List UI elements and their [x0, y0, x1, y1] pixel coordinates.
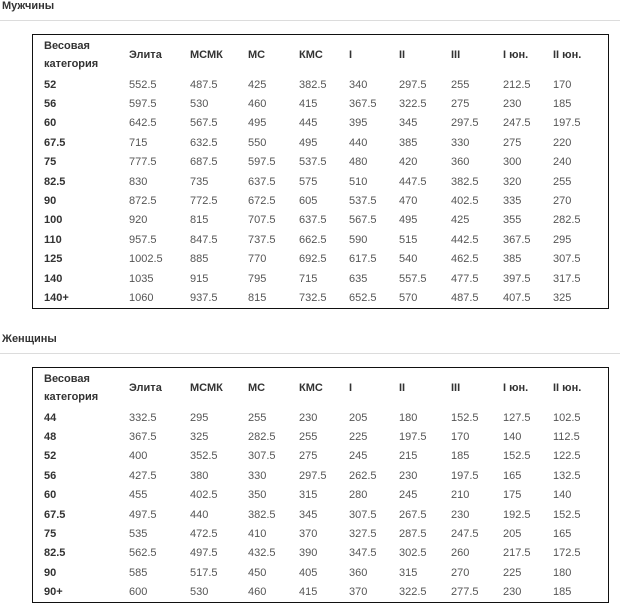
- total-value-cell: 255: [299, 431, 318, 444]
- total-value-cell: 185: [553, 98, 572, 111]
- total-value-cell: 230: [503, 98, 522, 111]
- total-value-cell: 347.5: [349, 547, 377, 560]
- header-rank-1: I: [349, 48, 353, 61]
- total-value-cell: 402.5: [451, 195, 479, 208]
- total-value-cell: 432.5: [248, 547, 276, 560]
- total-value-cell: 270: [451, 566, 470, 579]
- section-divider: [0, 353, 620, 354]
- total-value-cell: 352.5: [190, 450, 218, 463]
- weight-category-cell: 60: [44, 489, 57, 502]
- total-value-cell: 692.5: [299, 253, 327, 266]
- total-value-cell: 332.5: [129, 411, 157, 424]
- total-value-cell: 112.5: [553, 431, 580, 444]
- total-value-cell: 815: [248, 291, 267, 304]
- total-value-cell: 585: [129, 566, 148, 579]
- total-value-cell: 777.5: [129, 156, 157, 169]
- header-ms: МС: [248, 48, 266, 61]
- total-value-cell: 180: [553, 566, 572, 579]
- total-value-cell: 225: [349, 431, 368, 444]
- header-kms: КМС: [299, 48, 323, 61]
- total-value-cell: 255: [248, 411, 267, 424]
- header-junior-1: I юн.: [503, 48, 529, 61]
- header-elite: Элита: [129, 48, 162, 61]
- total-value-cell: 707.5: [248, 214, 276, 227]
- total-value-cell: 477.5: [451, 272, 479, 285]
- total-value-cell: 385: [399, 136, 418, 149]
- total-value-cell: 442.5: [451, 233, 479, 246]
- total-value-cell: 152.5: [553, 508, 581, 521]
- table-row: [33, 94, 610, 113]
- header-kms: КМС: [299, 381, 323, 394]
- total-value-cell: 495: [299, 136, 318, 149]
- total-value-cell: 205: [349, 411, 368, 424]
- table-row: [33, 427, 610, 446]
- table-row: [33, 230, 610, 249]
- total-value-cell: 217.5: [503, 547, 531, 560]
- header-rank-2: II: [399, 381, 406, 394]
- total-value-cell: 510: [349, 175, 368, 188]
- total-value-cell: 302.5: [399, 547, 427, 560]
- total-value-cell: 410: [248, 528, 267, 541]
- table-row: [33, 524, 610, 543]
- total-value-cell: 380: [190, 469, 209, 482]
- total-value-cell: 382.5: [299, 78, 327, 91]
- table-row: [33, 544, 610, 563]
- total-value-cell: 537.5: [299, 156, 327, 169]
- total-value-cell: 360: [349, 566, 368, 579]
- total-value-cell: 170: [451, 431, 470, 444]
- total-value-cell: 390: [299, 547, 318, 560]
- weight-category-cell: 67.5: [44, 136, 66, 149]
- total-value-cell: 382.5: [248, 508, 276, 521]
- total-value-cell: 152.5: [451, 411, 479, 424]
- total-value-cell: 322.5: [399, 98, 427, 111]
- total-value-cell: 427.5: [129, 469, 157, 482]
- weight-category-cell: 56: [44, 469, 57, 482]
- header-msmk: МСМК: [190, 48, 223, 61]
- total-value-cell: 102.5: [553, 411, 581, 424]
- total-value-cell: 245: [349, 450, 368, 463]
- total-value-cell: 445: [299, 117, 318, 130]
- total-value-cell: 165: [503, 469, 522, 482]
- weight-category-cell: 52: [44, 450, 57, 463]
- total-value-cell: 325: [553, 291, 572, 304]
- total-value-cell: 275: [451, 98, 470, 111]
- header-msmk: МСМК: [190, 381, 223, 394]
- total-value-cell: 300: [503, 156, 522, 169]
- total-value-cell: 140: [553, 489, 572, 502]
- weight-category-cell: 90: [44, 566, 57, 579]
- total-value-cell: 495: [399, 214, 418, 227]
- total-value-cell: 225: [503, 566, 522, 579]
- total-value-cell: 210: [451, 489, 470, 502]
- total-value-cell: 637.5: [299, 214, 327, 227]
- total-value-cell: 220: [553, 136, 572, 149]
- total-value-cell: 350: [248, 489, 267, 502]
- header-rank-2: II: [399, 48, 406, 61]
- total-value-cell: 495: [248, 117, 267, 130]
- header-junior-2: II юн.: [553, 381, 582, 394]
- total-value-cell: 367.5: [349, 98, 377, 111]
- total-value-cell: 415: [299, 98, 318, 111]
- total-value-cell: 315: [399, 566, 418, 579]
- total-value-cell: 320: [503, 175, 522, 188]
- header-weight-category: Весовая категория: [44, 373, 99, 403]
- table-row: [33, 563, 610, 582]
- total-value-cell: 205: [503, 528, 522, 541]
- weight-category-cell: 110: [44, 233, 62, 246]
- total-value-cell: 530: [190, 586, 209, 599]
- total-value-cell: 295: [553, 233, 572, 246]
- total-value-cell: 307.5: [349, 508, 377, 521]
- weight-category-cell: 44: [44, 411, 57, 424]
- table-row: [33, 75, 610, 94]
- total-value-cell: 402.5: [190, 489, 218, 502]
- total-value-cell: 407.5: [503, 291, 531, 304]
- total-value-cell: 185: [553, 586, 572, 599]
- total-value-cell: 552.5: [129, 78, 157, 91]
- total-value-cell: 165: [553, 528, 572, 541]
- section-divider: [0, 20, 620, 21]
- total-value-cell: 280: [349, 489, 368, 502]
- total-value-cell: 192.5: [503, 508, 531, 521]
- weight-category-cell: 125: [44, 253, 63, 266]
- total-value-cell: 197.5: [399, 431, 427, 444]
- total-value-cell: 715: [129, 136, 148, 149]
- table-row: [33, 114, 610, 133]
- total-value-cell: 550: [248, 136, 267, 149]
- total-value-cell: 672.5: [248, 195, 276, 208]
- table-row: [33, 583, 610, 602]
- header-weight-category: Весовая категория: [44, 40, 99, 70]
- total-value-cell: 317.5: [553, 272, 581, 285]
- total-value-cell: 637.5: [248, 175, 276, 188]
- total-value-cell: 732.5: [299, 291, 327, 304]
- total-value-cell: 420: [399, 156, 418, 169]
- table-row: [33, 211, 610, 230]
- total-value-cell: 197.5: [553, 117, 581, 130]
- men-table: [32, 34, 609, 309]
- total-value-cell: 575: [299, 175, 318, 188]
- men-header-row: [33, 35, 610, 75]
- total-value-cell: 245: [399, 489, 418, 502]
- total-value-cell: 255: [451, 78, 470, 91]
- total-value-cell: 662.5: [299, 233, 327, 246]
- women-table-body: [33, 408, 610, 602]
- total-value-cell: 642.5: [129, 117, 157, 130]
- header-rank-1: I: [349, 381, 353, 394]
- total-value-cell: 567.5: [349, 214, 377, 227]
- total-value-cell: 497.5: [129, 508, 157, 521]
- total-value-cell: 472.5: [190, 528, 218, 541]
- total-value-cell: 307.5: [553, 253, 581, 266]
- total-value-cell: 570: [399, 291, 418, 304]
- total-value-cell: 345: [299, 508, 318, 521]
- total-value-cell: 340: [349, 78, 368, 91]
- table-row: [33, 153, 610, 172]
- total-value-cell: 127.5: [503, 411, 531, 424]
- total-value-cell: 1060: [129, 291, 154, 304]
- weight-category-cell: 82.5: [44, 175, 66, 188]
- total-value-cell: 562.5: [129, 547, 157, 560]
- total-value-cell: 295: [190, 411, 209, 424]
- total-value-cell: 197.5: [451, 469, 479, 482]
- total-value-cell: 632.5: [190, 136, 218, 149]
- total-value-cell: 335: [503, 195, 522, 208]
- total-value-cell: 172.5: [553, 547, 581, 560]
- total-value-cell: 715: [299, 272, 318, 285]
- total-value-cell: 230: [399, 469, 418, 482]
- total-value-cell: 440: [349, 136, 368, 149]
- total-value-cell: 277.5: [451, 586, 479, 599]
- total-value-cell: 872.5: [129, 195, 157, 208]
- table-row: [33, 486, 610, 505]
- total-value-cell: 487.5: [190, 78, 218, 91]
- total-value-cell: 885: [190, 253, 209, 266]
- total-value-cell: 455: [129, 489, 148, 502]
- total-value-cell: 460: [248, 98, 267, 111]
- total-value-cell: 847.5: [190, 233, 218, 246]
- total-value-cell: 297.5: [299, 469, 327, 482]
- total-value-cell: 355: [503, 214, 522, 227]
- total-value-cell: 460: [248, 586, 267, 599]
- total-value-cell: 370: [299, 528, 318, 541]
- total-value-cell: 330: [248, 469, 267, 482]
- total-value-cell: 937.5: [190, 291, 218, 304]
- header-rank-3: III: [451, 48, 461, 61]
- total-value-cell: 425: [451, 214, 470, 227]
- total-value-cell: 322.5: [399, 586, 427, 599]
- total-value-cell: 282.5: [553, 214, 581, 227]
- total-value-cell: 267.5: [399, 508, 427, 521]
- total-value-cell: 230: [503, 586, 522, 599]
- weight-category-cell: 75: [44, 528, 57, 541]
- total-value-cell: 212.5: [503, 78, 531, 91]
- total-value-cell: 282.5: [248, 431, 276, 444]
- header-junior-2: II юн.: [553, 48, 582, 61]
- total-value-cell: 1002.5: [129, 253, 163, 266]
- total-value-cell: 307.5: [248, 450, 276, 463]
- total-value-cell: 395: [349, 117, 368, 130]
- total-value-cell: 635: [349, 272, 368, 285]
- total-value-cell: 415: [299, 586, 318, 599]
- table-row: [33, 191, 610, 210]
- total-value-cell: 382.5: [451, 175, 479, 188]
- total-value-cell: 180: [399, 411, 418, 424]
- total-value-cell: 450: [248, 566, 267, 579]
- table-row: [33, 269, 610, 288]
- weight-category-cell: 100: [44, 214, 63, 227]
- weight-category-cell: 75: [44, 156, 57, 169]
- total-value-cell: 795: [248, 272, 267, 285]
- total-value-cell: 215: [399, 450, 418, 463]
- total-value-cell: 367.5: [129, 431, 157, 444]
- total-value-cell: 440: [190, 508, 209, 521]
- total-value-cell: 247.5: [451, 528, 479, 541]
- total-value-cell: 537.5: [349, 195, 377, 208]
- total-value-cell: 462.5: [451, 253, 479, 266]
- total-value-cell: 240: [553, 156, 572, 169]
- total-value-cell: 275: [503, 136, 522, 149]
- total-value-cell: 170: [553, 78, 572, 91]
- weight-category-cell: 90: [44, 195, 57, 208]
- total-value-cell: 957.5: [129, 233, 157, 246]
- table-row: [33, 505, 610, 524]
- women-section-title: Женщины: [2, 333, 57, 345]
- table-row: [33, 172, 610, 191]
- total-value-cell: 497.5: [190, 547, 218, 560]
- total-value-cell: 770: [248, 253, 267, 266]
- total-value-cell: 327.5: [349, 528, 377, 541]
- total-value-cell: 470: [399, 195, 418, 208]
- weight-category-cell: 52: [44, 78, 57, 91]
- total-value-cell: 830: [129, 175, 148, 188]
- header-junior-1: I юн.: [503, 381, 529, 394]
- total-value-cell: 915: [190, 272, 209, 285]
- weight-category-cell: 56: [44, 98, 57, 111]
- weight-category-cell: 140+: [44, 291, 69, 304]
- total-value-cell: 370: [349, 586, 368, 599]
- total-value-cell: 487.5: [451, 291, 479, 304]
- total-value-cell: 920: [129, 214, 148, 227]
- men-section-title: Мужчины: [2, 0, 55, 12]
- table-row: [33, 133, 610, 152]
- total-value-cell: 275: [299, 450, 318, 463]
- total-value-cell: 325: [190, 431, 209, 444]
- total-value-cell: 557.5: [399, 272, 427, 285]
- total-value-cell: 287.5: [399, 528, 427, 541]
- total-value-cell: 447.5: [399, 175, 427, 188]
- total-value-cell: 345: [399, 117, 418, 130]
- header-elite: Элита: [129, 381, 162, 394]
- total-value-cell: 297.5: [399, 78, 427, 91]
- total-value-cell: 270: [553, 195, 572, 208]
- header-rank-3: III: [451, 381, 461, 394]
- total-value-cell: 397.5: [503, 272, 531, 285]
- total-value-cell: 122.5: [553, 450, 581, 463]
- total-value-cell: 330: [451, 136, 470, 149]
- total-value-cell: 152.5: [503, 450, 531, 463]
- women-table: [32, 367, 609, 603]
- total-value-cell: 605: [299, 195, 318, 208]
- total-value-cell: 260: [451, 547, 470, 560]
- total-value-cell: 600: [129, 586, 148, 599]
- table-row: [33, 408, 610, 427]
- total-value-cell: 230: [451, 508, 470, 521]
- table-row: [33, 288, 610, 307]
- total-value-cell: 315: [299, 489, 318, 502]
- total-value-cell: 247.5: [503, 117, 531, 130]
- total-value-cell: 597.5: [248, 156, 276, 169]
- weight-category-cell: 60: [44, 117, 57, 130]
- weight-category-cell: 67.5: [44, 508, 66, 521]
- total-value-cell: 400: [129, 450, 148, 463]
- total-value-cell: 597.5: [129, 98, 157, 111]
- table-row: [33, 447, 610, 466]
- weight-category-cell: 82.5: [44, 547, 66, 560]
- total-value-cell: 385: [503, 253, 522, 266]
- total-value-cell: 405: [299, 566, 318, 579]
- total-value-cell: 517.5: [190, 566, 218, 579]
- total-value-cell: 425: [248, 78, 267, 91]
- total-value-cell: 297.5: [451, 117, 479, 130]
- weight-category-cell: 140: [44, 272, 63, 285]
- total-value-cell: 367.5: [503, 233, 531, 246]
- total-value-cell: 1035: [129, 272, 154, 285]
- total-value-cell: 530: [190, 98, 209, 111]
- total-value-cell: 535: [129, 528, 148, 541]
- total-value-cell: 735: [190, 175, 209, 188]
- total-value-cell: 737.5: [248, 233, 276, 246]
- total-value-cell: 262.5: [349, 469, 377, 482]
- total-value-cell: 590: [349, 233, 368, 246]
- table-row: [33, 250, 610, 269]
- men-table-body: [33, 75, 610, 308]
- table-row: [33, 466, 610, 485]
- total-value-cell: 772.5: [190, 195, 218, 208]
- weight-category-cell: 48: [44, 431, 57, 444]
- total-value-cell: 652.5: [349, 291, 377, 304]
- total-value-cell: 480: [349, 156, 368, 169]
- header-ms: МС: [248, 381, 266, 394]
- total-value-cell: 132.5: [553, 469, 581, 482]
- total-value-cell: 617.5: [349, 253, 377, 266]
- total-value-cell: 567.5: [190, 117, 218, 130]
- total-value-cell: 515: [399, 233, 418, 246]
- total-value-cell: 255: [553, 175, 572, 188]
- total-value-cell: 175: [503, 489, 522, 502]
- total-value-cell: 360: [451, 156, 470, 169]
- weight-category-cell: 90+: [44, 586, 63, 599]
- total-value-cell: 540: [399, 253, 418, 266]
- total-value-cell: 230: [299, 411, 318, 424]
- total-value-cell: 815: [190, 214, 209, 227]
- total-value-cell: 687.5: [190, 156, 218, 169]
- total-value-cell: 185: [451, 450, 470, 463]
- women-header-row: [33, 368, 610, 408]
- total-value-cell: 140: [503, 431, 522, 444]
